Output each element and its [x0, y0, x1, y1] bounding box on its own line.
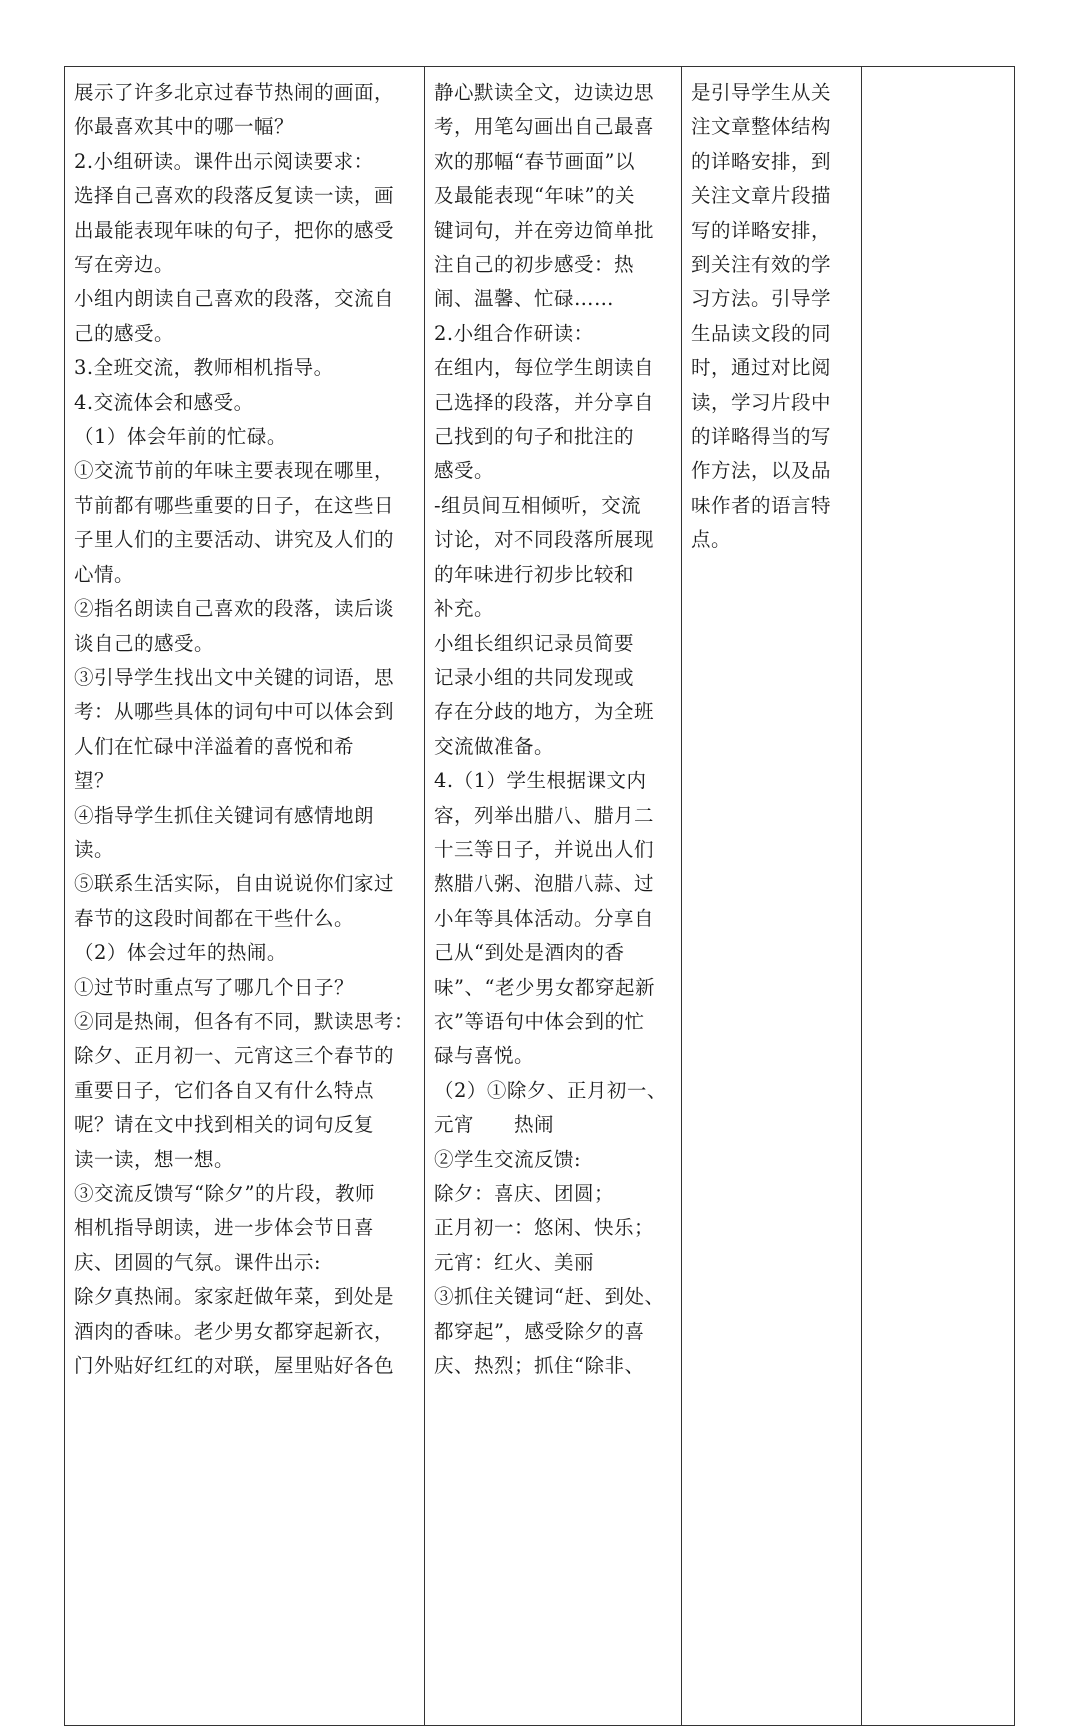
text-line: 庆、团圆的气氛。课件出示:: [74, 1250, 322, 1274]
text-line: 写的详略安排，: [691, 218, 832, 242]
text-line: 注文章整体结构: [691, 115, 832, 139]
text-line: （1）体会年前的忙碌。: [74, 425, 287, 449]
text-line: 在组内，每位学生朗读自: [434, 356, 655, 380]
text-line: 4.（1）学生根据课文内: [434, 769, 647, 793]
lesson-plan-table: [64, 66, 1015, 1726]
text-line: ④指导学生抓住关键词有感情地朗: [74, 803, 375, 827]
student-activity-column: [425, 67, 682, 1725]
text-line: ③交流反馈写“除夕”的片段，教师: [74, 1182, 375, 1205]
text-line: ②指名朗读自己喜欢的段落，读后谈: [74, 597, 395, 621]
text-line: 子里人们的主要活动、讲究及人们的: [74, 528, 395, 552]
text-line: （2）体会过年的热闹。: [74, 941, 287, 965]
text-line: 庆、热烈；抓住“除非、: [434, 1354, 645, 1378]
text-line: 读。: [74, 837, 115, 861]
text-line: ②同是热闹，但各有不同，默读思考：: [74, 1009, 415, 1033]
design-intent-column: [682, 67, 862, 1725]
text-line: 正月初一：悠闲、快乐；: [434, 1216, 655, 1240]
text-line: 静心默读全文，边读边思: [434, 81, 655, 104]
text-line: 考，用笔勾画出自己最喜: [434, 115, 655, 139]
text-line: 出最能表现年味的句子，把你的感受: [74, 218, 395, 242]
text-line: ①交流节前的年味主要表现在哪里，: [74, 459, 395, 483]
text-line: 小年等具体活动。分享自: [434, 906, 655, 930]
text-line: 门外贴好红红的对联，屋里贴好各色: [74, 1354, 395, 1378]
text-line: 欢的那幅“春节画面”以: [434, 149, 635, 173]
text-line: 记录小组的共同发现或: [434, 665, 635, 689]
text-line: 己从“到处是酒肉的香: [434, 941, 625, 965]
text-line: 己的感受。: [74, 321, 175, 345]
text-line: ②学生交流反馈:: [434, 1147, 582, 1171]
text-line: ③引导学生找出文中关键的词语，思: [74, 665, 395, 689]
text-line: 习方法。引导学: [691, 287, 832, 311]
text-line: 碌与喜悦。: [434, 1044, 535, 1068]
text-line: 2.小组合作研读：: [434, 321, 594, 345]
text-line: 注自己的初步感受：热: [434, 253, 635, 277]
text-line: 十三等日子，并说出人们: [434, 837, 655, 861]
text-line: 酒肉的香味。老少男女都穿起新衣，: [74, 1319, 395, 1343]
text-line: 读一读，想一想。: [74, 1147, 235, 1171]
text-line: 作方法，以及品: [691, 459, 832, 483]
text-line: 展示了许多北京过春节热闹的画面，: [74, 81, 395, 104]
text-line: 味”、“老少男女都穿起新: [434, 975, 655, 999]
text-line: 闹、温馨、忙碌……: [434, 287, 615, 311]
text-line: 及最能表现“年味”的关: [434, 184, 635, 208]
text-line: 交流做准备。: [434, 734, 555, 758]
text-line: 味作者的语言特: [691, 493, 832, 517]
text-line: 是引导学生从关: [691, 81, 832, 104]
text-line: 容，列举出腊八、腊月二: [434, 803, 655, 827]
text-line: 选择自己喜欢的段落反复读一读，画: [74, 184, 395, 208]
text-line: 心情。: [74, 562, 135, 586]
text-line: 感受。: [434, 459, 495, 483]
teacher-activity-column: [65, 67, 425, 1725]
text-line: 讨论，对不同段落所展现: [434, 528, 655, 552]
text-line: ①过节时重点写了哪几个日子？: [74, 975, 355, 999]
text-line: 己选择的段落，并分享自: [434, 390, 655, 414]
text-line: 节前都有哪些重要的日子，在这些日: [74, 493, 395, 517]
text-line: 春节的这段时间都在干些什么。: [74, 906, 355, 930]
text-line: 除夕真热闹。家家赶做年菜，到处是: [74, 1285, 395, 1309]
text-line: 望？: [74, 769, 115, 793]
text-line: 点。: [691, 528, 732, 552]
text-line: 人们在忙碌中洋溢着的喜悦和希: [74, 734, 355, 758]
text-line: 元宵：红火、美丽: [434, 1250, 595, 1274]
text-line: 3.全班交流，教师相机指导。: [74, 356, 334, 380]
text-line: 生品读文段的同: [691, 321, 832, 345]
text-line: 4.交流体会和感受。: [74, 390, 254, 414]
text-line: 重要日子，它们各自又有什么特点: [74, 1078, 375, 1102]
text-line: 的详略得当的写: [691, 425, 832, 449]
text-line: 读，学习片段中: [691, 390, 832, 414]
text-line: 关注文章片段描: [691, 184, 832, 208]
text-line: 相机指导朗读，进一步体会节日喜: [74, 1216, 375, 1240]
text-line: 存在分歧的地方，为全班: [434, 700, 655, 724]
text-line: 考：从哪些具体的词句中可以体会到: [74, 700, 395, 724]
text-line: 小组内朗读自己喜欢的段落，交流自: [74, 287, 395, 311]
text-line: 键词句，并在旁边简单批: [434, 218, 655, 242]
text-line: （2）①除夕、正月初一、: [434, 1078, 667, 1102]
text-line: 呢？请在文中找到相关的词句反复: [74, 1113, 375, 1137]
text-line: -组员间互相倾听，交流: [434, 493, 642, 517]
text-line: 除夕：喜庆、团圆；: [434, 1182, 615, 1205]
text-line: 元宵 热闹: [434, 1113, 555, 1137]
text-line: 补充。: [434, 597, 495, 621]
text-line: 写在旁边。: [74, 253, 175, 277]
text-line: 的详略安排，到: [691, 149, 832, 173]
text-line: 到关注有效的学: [691, 253, 832, 277]
text-line: 2.小组研读。课件出示阅读要求：: [74, 149, 374, 173]
text-line: 都穿起”，感受除夕的喜: [434, 1319, 645, 1343]
text-line: 时，通过对比阅: [691, 356, 832, 380]
text-line: 的年味进行初步比较和: [434, 562, 635, 586]
text-line: ③抓住关键词“赶、到处、: [434, 1285, 665, 1309]
text-line: 除夕、正月初一、元宵这三个春节的: [74, 1044, 395, 1068]
text-line: 你最喜欢其中的哪一幅？: [74, 115, 295, 139]
text-line: 熬腊八粥、泡腊八蒜、过: [434, 872, 655, 896]
text-line: 己找到的句子和批注的: [434, 425, 635, 449]
notes-column: [862, 67, 1014, 1725]
text-line: 衣”等语句中体会到的忙: [434, 1009, 645, 1033]
text-line: 小组长组织记录员简要: [434, 631, 635, 655]
text-line: 谈自己的感受。: [74, 631, 215, 655]
text-line: ⑤联系生活实际，自由说说你们家过: [74, 872, 395, 896]
